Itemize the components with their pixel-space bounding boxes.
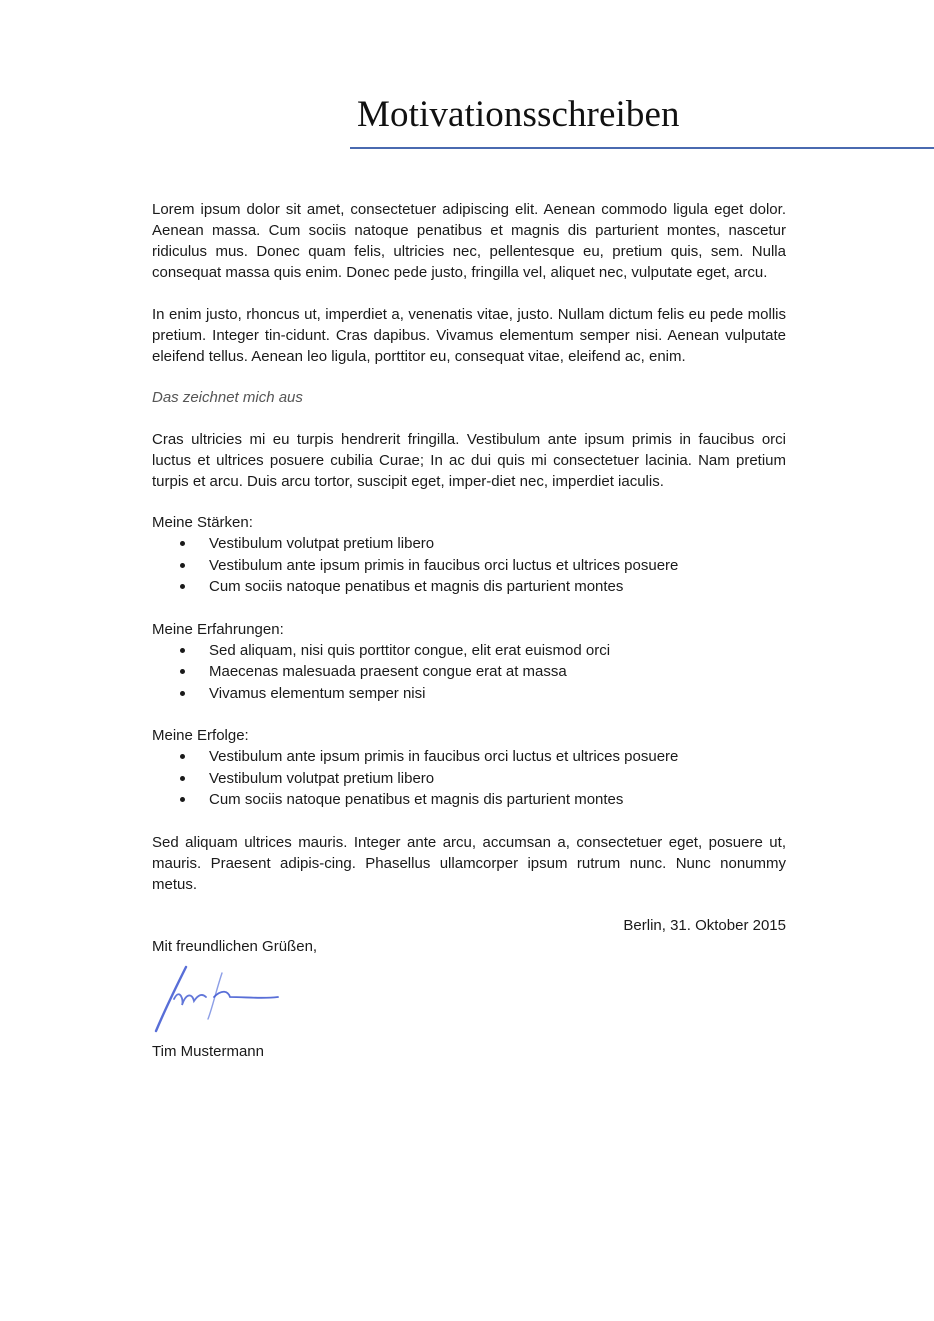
- list-staerken: [152, 533, 786, 598]
- list-erfahrungen: [152, 640, 786, 705]
- list-item: [152, 533, 786, 555]
- list-item-text: Sed aliquam, nisi quis porttitor congue, elit erat euismod orci: [209, 641, 611, 659]
- list-item: [152, 640, 786, 662]
- paragraph-closing: Sed aliquam ultrices mauris. Integer ante arcu, accumsan a, consectetuer eget, posuere ut, mauris. Praesent adipis-cing. Phasellus ullamcorper ipsum rutrum nunc. Nunc nonummy metus.: [152, 833, 786, 893]
- bullet-icon: [180, 648, 185, 653]
- paragraph-intro-1: Lorem ipsum dolor sit amet, consectetuer adipiscing elit. Aenean commodo ligula eget dolor. Aenean massa. Cum sociis natoque penatibus et magnis dis parturient montes, nascetur ridiculus mus. Donec quam felis, ultricies nec, pellentesque eu, pretium quis, sem. Nulla consequat massa quis enim. Donec pede justo, fringilla vel, aliquet nec, vulputate eget, arcu.: [152, 201, 786, 281]
- bullet-icon: [180, 797, 185, 802]
- list-label-erfolge: Meine Erfolge:: [152, 727, 249, 744]
- list-item-text: Vestibulum ante ipsum primis in faucibus orci luctus et ultrices posuere: [209, 556, 679, 574]
- list-item-text: Cum sociis natoque penatibus et magnis dis parturient montes: [209, 578, 624, 595]
- list-item-text: Maecenas malesuada praesent congue erat at massa: [209, 663, 567, 680]
- list-item-text: Vestibulum volutpat pretium libero: [209, 769, 435, 787]
- bullet-icon: [180, 776, 185, 781]
- salutation: Mit freundlichen Grüßen,: [152, 938, 318, 955]
- section-subheading: Das zeichnet mich aus: [152, 389, 303, 406]
- list-item: [152, 768, 786, 790]
- list-label-erfahrungen: Meine Erfahrungen:: [152, 620, 284, 638]
- bullet-icon: [180, 584, 185, 589]
- list-item: [152, 789, 786, 811]
- bullet-icon: [180, 669, 185, 674]
- signer-name: Tim Mustermann: [152, 1043, 264, 1060]
- bullet-icon: [180, 541, 185, 546]
- title-underline-rule: [350, 147, 934, 149]
- document-title: Motivationsschreiben: [357, 94, 680, 135]
- list-erfolge: [152, 746, 786, 811]
- list-item-text: Cum sociis natoque penatibus et magnis dis parturient montes: [209, 791, 624, 808]
- list-item: [152, 576, 786, 598]
- paragraph-section: Cras ultricies mi eu turpis hendrerit fringilla. Vestibulum ante ipsum primis in faucibus orci luctus et ultrices posuere cubilia Curae; In ac dui quis mi consectetuer lacinia. Nam pretium turpis et arcu. Duis arcu tortor, suscipit eget, imper-diet nec, imperdiet iaculis.: [152, 430, 786, 490]
- place-date: Berlin, 31. Oktober 2015: [623, 917, 786, 934]
- letter-body: [152, 199, 786, 1062]
- bullet-icon: [180, 754, 185, 759]
- signature-icon: [152, 957, 292, 1041]
- list-item: [152, 746, 786, 768]
- list-item-text: Vivamus elementum semper nisi: [209, 684, 426, 702]
- list-item: [152, 661, 786, 683]
- bullet-icon: [180, 563, 185, 568]
- list-item-text: Vestibulum volutpat pretium libero: [209, 535, 435, 552]
- list-item-text: Vestibulum ante ipsum primis in faucibus orci luctus et ultrices posuere: [209, 748, 679, 765]
- list-item: [152, 555, 786, 577]
- bullet-icon: [180, 691, 185, 696]
- list-label-staerken: Meine Stärken:: [152, 514, 253, 531]
- list-item: [152, 683, 786, 705]
- paragraph-intro-2: In enim justo, rhoncus ut, imperdiet a, venenatis vitae, justo. Nullam dictum felis eu pede mollis pretium. Integer tin-cidunt. Cras dapibus. Vivamus elementum semper nisi. Aenean vulputate eleifend tellus. Aenean leo ligula, porttitor eu, consequat vitae, eleifend ac, enim.: [152, 305, 786, 365]
